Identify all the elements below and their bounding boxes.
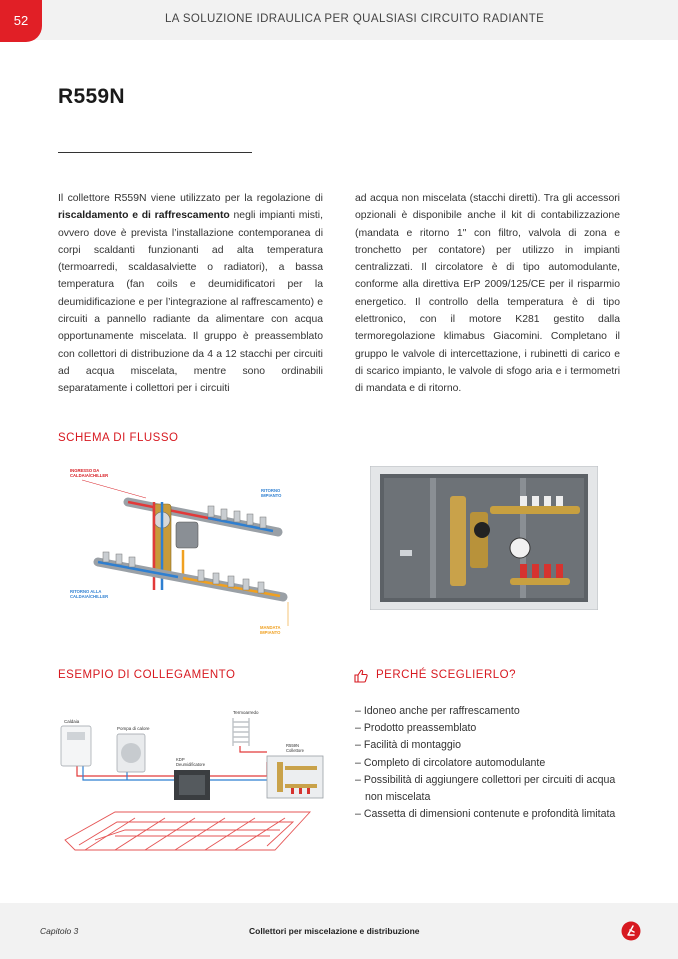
description-text: Il collettore R559N viene utilizzato per la regolazione di bbox=[58, 193, 323, 204]
list-item: – Cassetta di dimensioni contenute e profondità limitata bbox=[355, 806, 621, 823]
system-supply-label: IMPIANTO bbox=[260, 630, 281, 635]
boiler-return-label: CALDAIA/CHILLER bbox=[70, 594, 109, 599]
manifold-box-icon bbox=[267, 756, 323, 798]
gauge-icon bbox=[510, 538, 530, 558]
dehumidifier-label: Deumidificatore bbox=[176, 762, 206, 767]
thumbs-up-icon bbox=[354, 669, 368, 683]
description-right-column: ad acqua non miscelata (stacchi diretti). Tra gli accessori opzionali è disponibile anche il kit di contabilizzazione (mandata e ritorno 1" con filtro, valvola di zona e tronchetto per contatore) per utilizzo in impianti centralizzati. Il circolatore è di tipo automodulante, conforme alla direttiva ErP 2009/125/CE per il risparmio energetico. Il controllo della temperatura è di tipo elettronico, con il motore K281 gestito dalla termoregolazione klimabus Giacomini. Completano il gruppo le valvole di intercettazione, i rubinetti di carico e di scarico impianto, le valvole di sfogo aria e i termometri di mandata e di ritorno. bbox=[355, 193, 620, 395]
inlet-label: INGRESSO DA bbox=[70, 468, 100, 473]
list-item: – Facilità di montaggio bbox=[355, 737, 621, 754]
list-item: – Prodotto preassemblato bbox=[355, 720, 621, 737]
heat-pump-label: Pompa di calore bbox=[117, 726, 150, 731]
flow-schema-diagram bbox=[58, 462, 294, 642]
connection-example-diagram bbox=[55, 700, 329, 860]
description-left-column bbox=[58, 190, 323, 398]
manifold-label: R559N bbox=[286, 743, 300, 748]
boiler-return-label: RITORNO ALLA bbox=[70, 589, 102, 594]
footer-section-title: Collettori per miscelazione e distribuzione bbox=[249, 926, 420, 936]
list-item: – Possibilità di aggiungere collettori per circuiti di acqua non miscelata bbox=[355, 772, 621, 806]
system-supply-label: MANDATA bbox=[260, 625, 281, 630]
pump-icon bbox=[176, 522, 198, 548]
list-item: – Idoneo anche per raffrescamento bbox=[355, 703, 621, 720]
product-photo bbox=[370, 466, 598, 610]
footer-chapter: Capitolo 3 bbox=[40, 926, 79, 936]
page-number: 52 bbox=[0, 0, 42, 42]
hot-flow-arrow bbox=[128, 502, 218, 520]
description-text: negli impianti misti, ovvero dove è prevista l’installazione contemporanea di corpi scaldanti funzionanti ad alta temperatura (termoarredi, scaldasalviette o radiatori), a bassa temperatura (fan coils e deumidificatori per la deumidificazione e per l’integrazione al raffrescamento) e circuiti a pannello radiante da alimentare con acqua opportunamente miscelata. Il gruppo è preassemblato con collettori di distribuzione da 4 a 12 stacchi per circuiti ad acqua miscelata, mentre sono ordinabili separatamente i collettori per i circuiti bbox=[58, 210, 323, 395]
leader-line bbox=[82, 480, 146, 498]
floor-heating-loops bbox=[65, 812, 310, 850]
connection-example-heading: ESEMPIO DI COLLEGAMENTO bbox=[58, 669, 236, 681]
list-item: – Completo di circolatore automodulante bbox=[355, 755, 621, 772]
product-title: R559N bbox=[58, 85, 125, 108]
system-return-label: IMPIANTO bbox=[261, 493, 282, 498]
title-divider bbox=[58, 152, 252, 153]
system-return-label: RITORNO bbox=[261, 488, 281, 493]
benefits-list bbox=[355, 703, 621, 823]
flow-schema-heading: SCHEMA DI FLUSSO bbox=[58, 432, 179, 444]
manifold-label: Collettore bbox=[286, 748, 304, 753]
running-title: LA SOLUZIONE IDRAULICA PER QUALSIASI CIRCUITO RADIANTE bbox=[165, 13, 545, 25]
boiler-label: Caldaia bbox=[64, 719, 80, 724]
towel-rail-label: Termoarredo bbox=[233, 710, 259, 715]
why-choose-heading: PERCHÉ SCEGLIERLO? bbox=[376, 669, 517, 681]
brand-logo-icon bbox=[621, 921, 641, 941]
dehumidifier-label: KDP bbox=[176, 757, 185, 762]
inlet-label: CALDAIA/CHILLER bbox=[70, 473, 109, 478]
towel-rail-icon bbox=[233, 718, 249, 746]
description-emphasis: riscaldamento e di raffrescamento bbox=[58, 210, 230, 222]
